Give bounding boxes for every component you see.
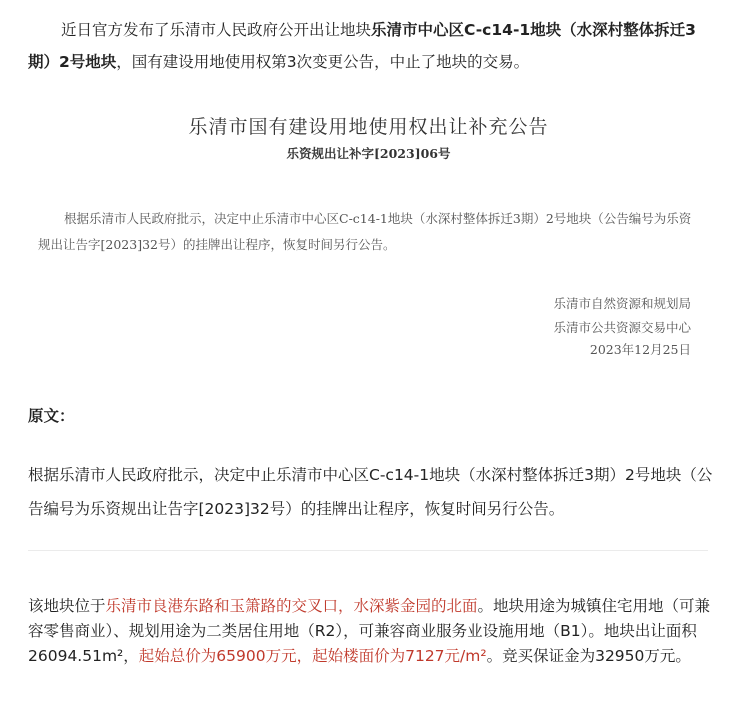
intro-land-parcel-name: 乐清市中心区C-c14-1地块（水深村整体拆迁3期）2号地块 <box>28 21 696 71</box>
notice-body-text: 根据乐清市人民政府批示，决定中止乐清市中心区C-c14-1地块（水深村整体拆迁3期）2号地块（公告编号为乐资规出让告字[2023]32号）的挂牌出让程序，恢复时间另行公告。 <box>38 211 692 252</box>
detail-part3: 。竞买保证金为32950万元。 <box>486 647 691 665</box>
intro-text-after: ，国有建设用地使用权第3次变更公告，中止了地块的交易。 <box>116 53 530 71</box>
original-text-label: 原文： <box>28 407 75 425</box>
section-divider <box>28 550 708 551</box>
intro-paragraph <box>28 14 718 78</box>
notice-title: 乐清市国有建设用地使用权出让补充公告 <box>188 116 549 138</box>
detail-part2: 。地块用途为城镇住宅用地（可兼容零售商业）、规划用途为二类居住用地（R2），可兼容商业服务业设施用地（B1）。地块出让面积26094.51m²， <box>28 597 711 665</box>
notice-signature-bureau: 乐清市自然资源和规划局 <box>553 296 691 311</box>
detail-part1: 该地块位于 <box>28 597 106 615</box>
original-text-body: 根据乐清市人民政府批示，决定中止乐清市中心区C-c14-1地块（水深村整体拆迁3期）2号地块（公告编号为乐资规出让告字[2023]32号）的挂牌出让程序，恢复时间另行公告。 <box>28 466 713 518</box>
notice-signature-trading-center: 乐清市公共资源交易中心 <box>553 320 691 335</box>
supplementary-notice-image <box>0 104 737 386</box>
detail-location: 乐清市良港东路和玉箫路的交叉口，水深紫金园的北面 <box>105 597 478 615</box>
notice-body <box>38 206 693 258</box>
notice-doc-number: 乐资规出让补字[2023]06号 <box>286 146 451 161</box>
intro-text-before: 近日官方发布了乐清市人民政府公开出让地块 <box>61 21 372 39</box>
detail-prices: 起始总价为65900万元，起始楼面价为7127元/m² <box>138 647 487 665</box>
parcel-detail-paragraph <box>28 594 718 669</box>
notice-signature-date: 2023年12月25日 <box>589 342 691 357</box>
